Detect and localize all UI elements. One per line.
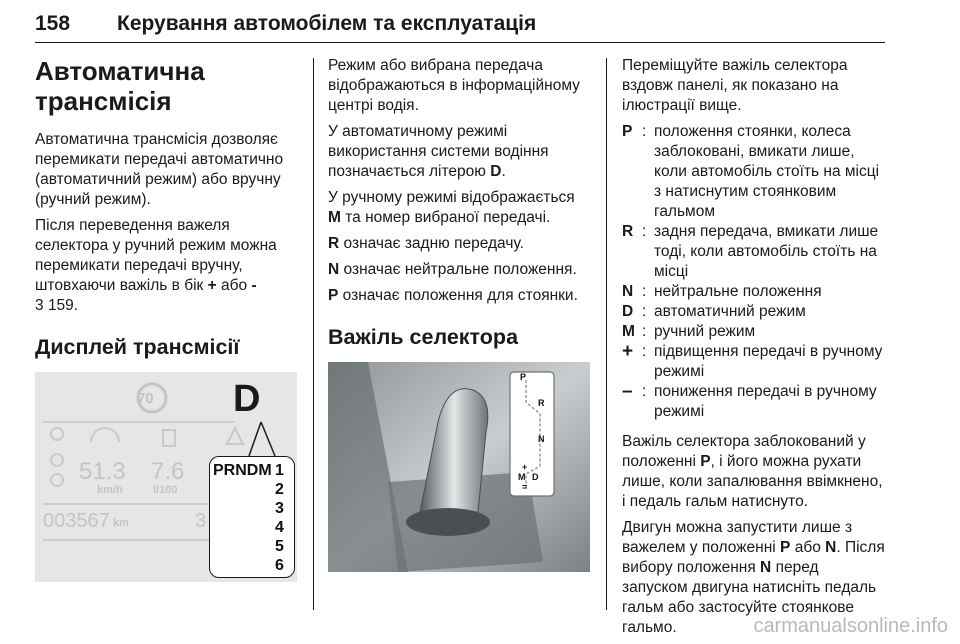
paragraph-manual-display bbox=[328, 188, 590, 228]
column-2 bbox=[328, 56, 590, 572]
manual-display-text: У ручному режимі відображається bbox=[328, 189, 575, 206]
def-key-d: D bbox=[622, 303, 634, 320]
paragraph-move-lever: Переміщуйте важіль селектора вздовж панелі, як показано на ілюстрації вище. bbox=[622, 57, 848, 114]
def-key-n: N bbox=[622, 283, 634, 300]
page-header bbox=[35, 12, 885, 43]
section-heading-transmission-display: Дисплей трансмісії bbox=[35, 335, 240, 359]
letter-n: N bbox=[328, 261, 340, 278]
gear-number-3: 3 bbox=[275, 500, 284, 517]
manual-mode-text: Після переведення важеля селектора у ручний режим можна перемикати передачі вручну, штовхаючи важіль в бік bbox=[35, 217, 277, 294]
engine-start-text: Двигун можна запустити лише з важелем у положенні bbox=[622, 519, 853, 556]
definition-plus bbox=[622, 342, 886, 382]
odometer-unit: km bbox=[113, 517, 129, 529]
def-colon: : bbox=[642, 383, 647, 400]
paragraph-intro: Автоматична трансмісія дозволяє перемикати передачі автоматично (автоматичний режим) або вручну (ручний режим). bbox=[35, 131, 284, 208]
average-speed-value: 51.3 bbox=[79, 458, 126, 485]
after-select-text: Після вибору положення bbox=[622, 539, 885, 576]
def-text-m: ручний режим bbox=[654, 323, 756, 340]
manual-display-text-2: та номер вибраної передачі. bbox=[345, 209, 551, 226]
gear-number-4: 4 bbox=[275, 519, 284, 536]
after-select-text-2: перед запуском двигуна натисніть педаль гальм або застосуйте стоянкове гальмо. bbox=[622, 559, 877, 636]
period: . bbox=[836, 539, 841, 556]
paragraph-neutral bbox=[328, 260, 590, 280]
column-3 bbox=[622, 56, 886, 644]
paragraph-manual-mode bbox=[35, 216, 297, 316]
def-key-minus-icon: – bbox=[622, 381, 633, 402]
gear-definition-list bbox=[622, 122, 886, 422]
def-text-r: задня передача, вмикати лише тоді, коли автомобіль стоїть на місці bbox=[654, 223, 879, 280]
neutral-text: означає нейтральне положення. bbox=[343, 261, 577, 278]
definition-m bbox=[622, 322, 886, 342]
page-header-title: Керування автомобілем та експлуатація bbox=[117, 12, 537, 35]
gate-label-r: R bbox=[538, 398, 545, 408]
watermark: carmanualsonline.info bbox=[753, 615, 948, 637]
column-divider-1 bbox=[313, 58, 314, 610]
def-text-n: нейтральне положення bbox=[654, 283, 822, 300]
gear-number-2: 2 bbox=[275, 481, 284, 498]
letter-p: P bbox=[780, 539, 791, 556]
paragraph-park bbox=[328, 286, 590, 306]
gate-label-plus: + bbox=[522, 462, 528, 472]
auto-mode-text: У автоматичному режимі використання системи водіння позначається літерою bbox=[328, 123, 549, 180]
definition-d bbox=[622, 302, 886, 322]
def-colon: : bbox=[642, 303, 647, 320]
column-divider-2 bbox=[606, 58, 607, 610]
average-speed-unit: km/h bbox=[97, 484, 123, 496]
def-text-plus: підвищення передачі в ручному режимі bbox=[654, 343, 883, 380]
gear-number-1: 1 bbox=[275, 462, 284, 479]
gear-number-6: 6 bbox=[275, 557, 284, 574]
letter-n: N bbox=[825, 539, 837, 556]
def-colon: : bbox=[642, 283, 647, 300]
letter-d: D bbox=[490, 163, 502, 180]
page-reference-icon: 3 bbox=[35, 297, 44, 314]
definition-n bbox=[622, 282, 886, 302]
gate-label-minus: = bbox=[522, 482, 528, 492]
def-text-minus: пониження передачі в ручному режимі bbox=[654, 383, 877, 420]
letter-m: M bbox=[328, 209, 341, 226]
def-colon: : bbox=[642, 323, 647, 340]
column-1 bbox=[35, 56, 297, 582]
section-heading-auto-transmission: Автоматична трансмісія bbox=[35, 56, 205, 116]
or-text: або bbox=[794, 539, 821, 556]
gate-label-m: M bbox=[518, 472, 526, 482]
definition-minus bbox=[622, 382, 886, 422]
selector-lever-illustration bbox=[328, 362, 590, 572]
gear-indicator-letter: D bbox=[233, 378, 261, 420]
minus-symbol: - bbox=[251, 277, 257, 294]
gear-number-5: 5 bbox=[275, 538, 284, 555]
letter-n: N bbox=[760, 559, 772, 576]
page-number: 158 bbox=[35, 12, 71, 35]
paragraph-auto-mode: У автоматичному режимі використання системи водіння позначається літерою D. bbox=[328, 123, 549, 180]
prndm-label: PRNDM bbox=[213, 462, 272, 479]
def-key-m: M bbox=[622, 323, 635, 340]
paragraph-reverse bbox=[328, 234, 590, 254]
def-key-p: P bbox=[622, 123, 633, 140]
paragraph-lever-locked bbox=[622, 432, 886, 512]
def-text-p: положення стоянки, колеса заблоковані, вмикати лише, коли автомобіль стоїть на місці з натиснутим стоянковим гальмом bbox=[654, 123, 880, 220]
def-key-plus-icon: + bbox=[622, 341, 634, 362]
fuel-consumption-unit: l/100 bbox=[153, 484, 178, 496]
reverse-text: означає задню передачу. bbox=[343, 235, 524, 252]
fuel-consumption-value: 7.6 bbox=[151, 458, 185, 485]
def-colon: : bbox=[642, 223, 647, 240]
plus-symbol: + bbox=[207, 277, 217, 294]
letter-p: P bbox=[328, 287, 339, 304]
odometer-value: 003567 bbox=[43, 510, 110, 532]
locked-text: Важіль селектора заблокований у положенні bbox=[622, 433, 866, 470]
trip-value: 3 bbox=[195, 510, 207, 532]
gate-label-d: D bbox=[532, 472, 539, 482]
transmission-display-figure bbox=[35, 372, 297, 582]
park-text: означає положення для стоянки. bbox=[342, 287, 578, 304]
paragraph-mode-display: Режим або вибрана передача відображаються в інформаційному центрі водія. bbox=[328, 57, 580, 114]
definition-p bbox=[622, 122, 886, 222]
letter-r: R bbox=[328, 235, 340, 252]
locked-text-2: , і його можна рухати лише, коли запалювання ввімкнено, і педаль гальм натиснуто. bbox=[622, 453, 883, 510]
speed-limit-value: 70 bbox=[137, 390, 154, 407]
def-colon: : bbox=[642, 343, 647, 360]
def-key-r: R bbox=[622, 223, 634, 240]
selector-lever-figure bbox=[328, 362, 590, 572]
definition-r bbox=[622, 222, 886, 282]
or-text: або bbox=[221, 277, 248, 294]
gate-label-p: P bbox=[520, 372, 527, 382]
gate-label-n: N bbox=[538, 434, 545, 444]
page-reference: 159. bbox=[47, 297, 79, 314]
section-heading-selector-lever: Важіль селектора bbox=[328, 325, 519, 349]
def-colon: : bbox=[642, 123, 647, 140]
letter-p: P bbox=[700, 453, 711, 470]
def-text-d: автоматичний режим bbox=[654, 303, 806, 320]
